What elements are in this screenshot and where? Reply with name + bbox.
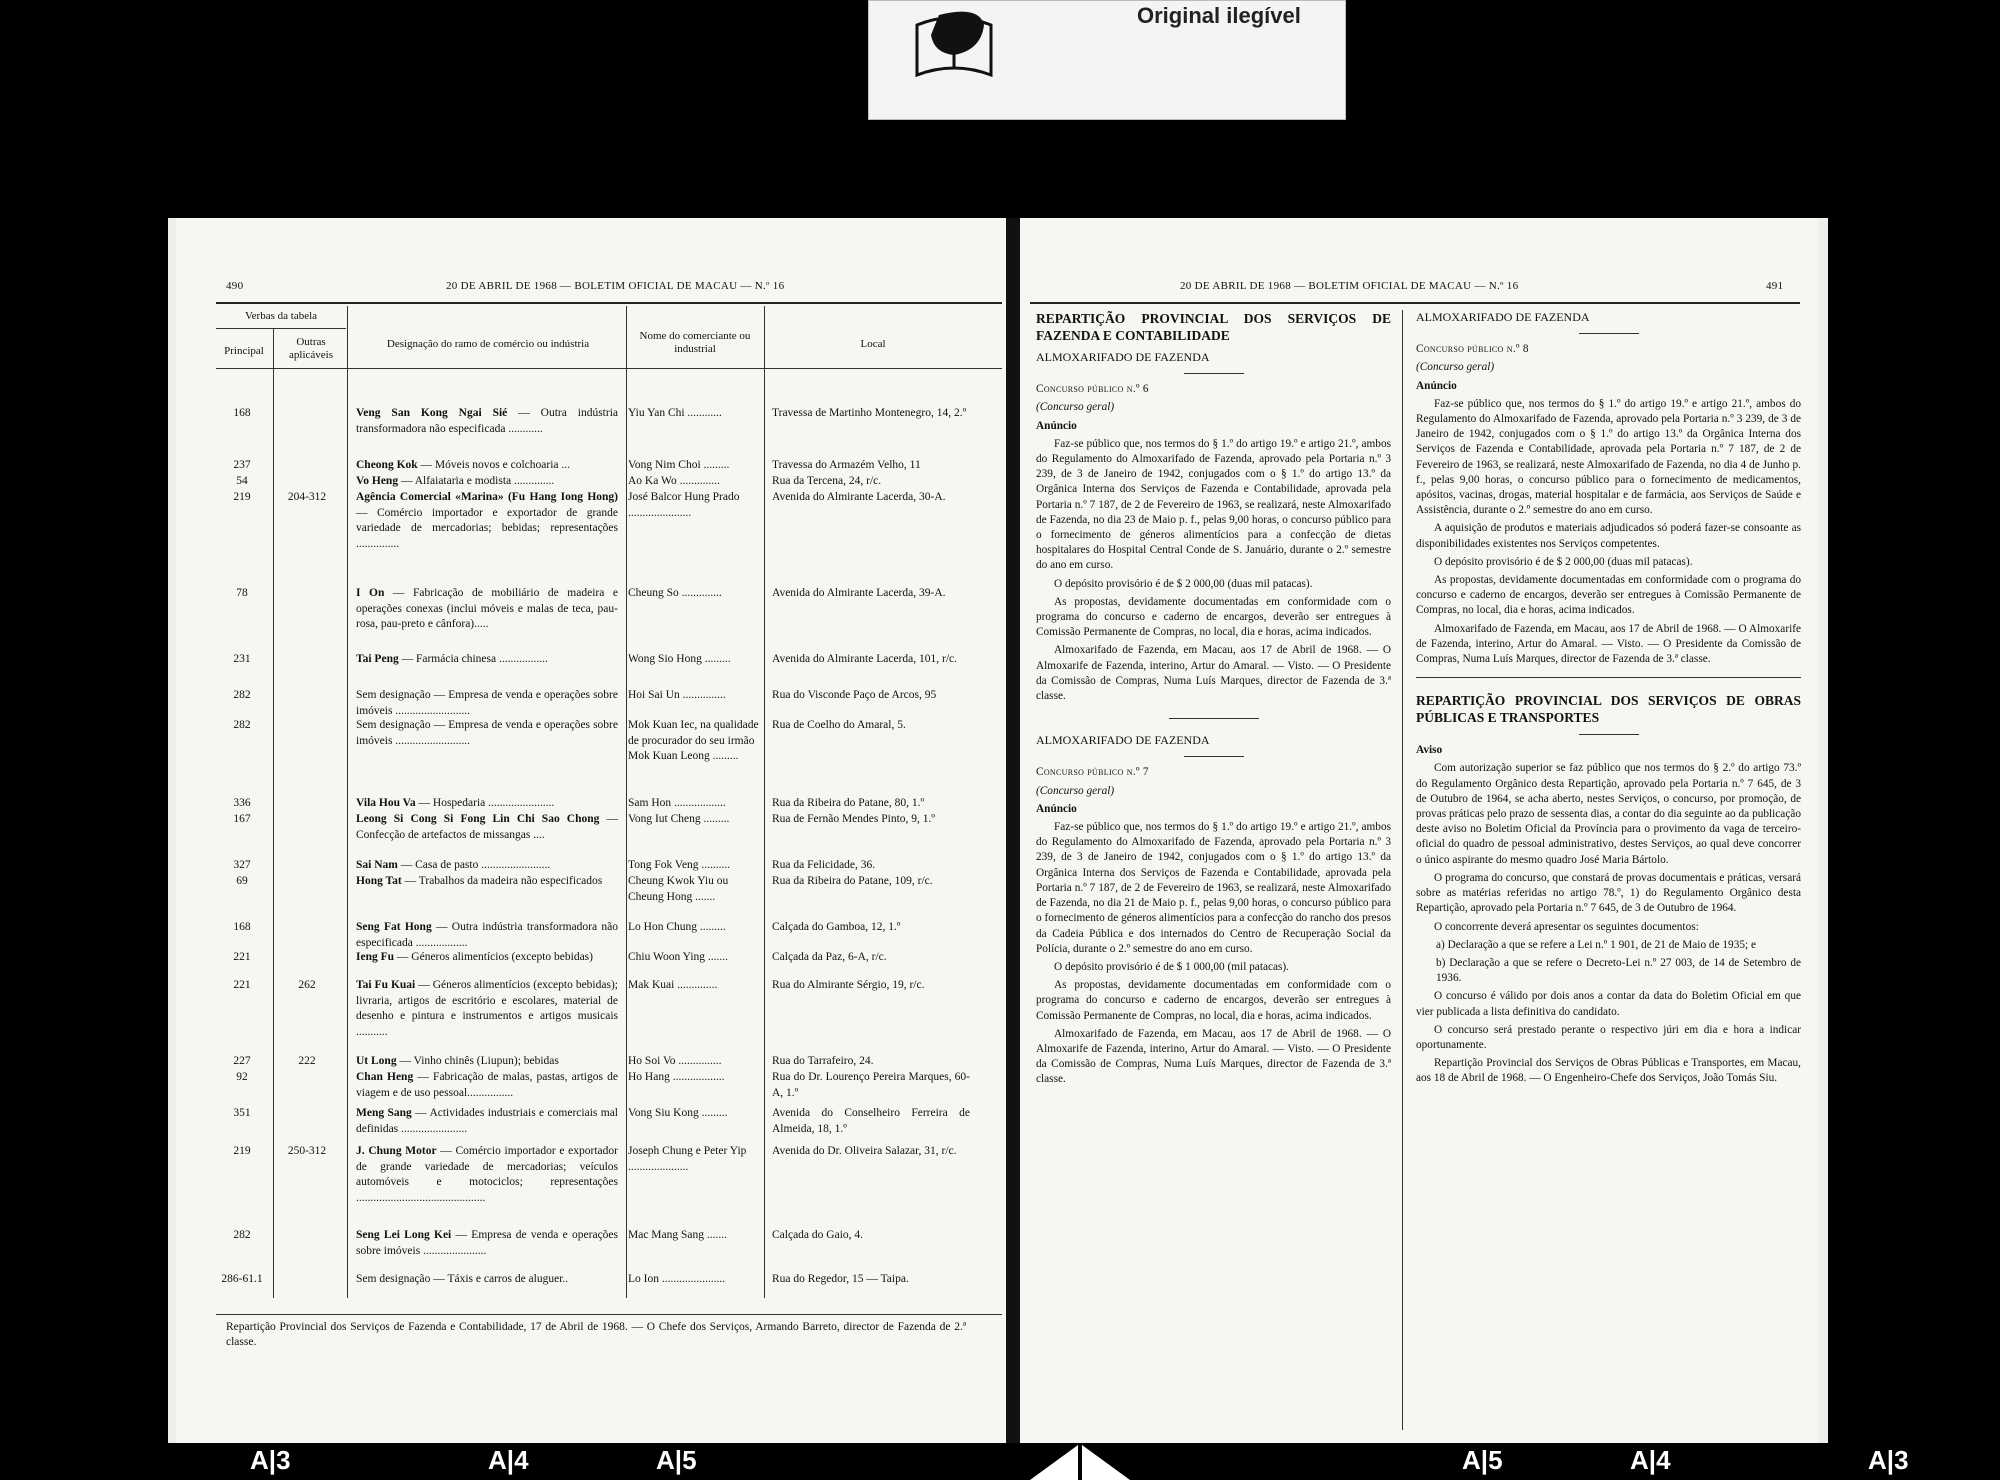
frame-mark: A|5 <box>1462 1445 1503 1475</box>
designation-cell <box>356 586 618 633</box>
owner-name: Vong Nim Choi ......... <box>628 459 730 471</box>
location: Avenida do Almirante Lacerda, 101, r/c. <box>772 653 957 665</box>
right-column-1 <box>1036 310 1391 1091</box>
designation-cell <box>356 490 618 552</box>
header-divider <box>216 328 346 329</box>
verba-principal: 237 <box>233 459 251 471</box>
location: Rua do Tarrafeiro, 24. <box>772 1055 874 1067</box>
business-activity: — Trabalhos da madeira não especificados <box>401 875 603 887</box>
designation-cell <box>356 796 618 812</box>
designation-cell <box>356 406 618 437</box>
stamp-label: Original ilegível <box>1137 3 1301 28</box>
location: Rua do Regedor, 15 — Taipa. <box>772 1273 909 1285</box>
location: Rua do Almirante Sérgio, 19, r/c. <box>772 979 925 991</box>
header-principal: Principal <box>224 345 264 357</box>
business-activity: — Outra indústria transformadora não especificada .................. <box>356 921 619 949</box>
frame-mark: A|5 <box>656 1445 697 1475</box>
aviso-title: Aviso <box>1416 744 1443 757</box>
verba-principal: 231 <box>233 653 251 665</box>
designation-cell <box>356 874 618 890</box>
location: Rua da Felicidade, 36. <box>772 859 876 871</box>
business-activity: Sem designação — Empresa de venda e operações sobre imóveis .......................... <box>356 689 618 717</box>
business-activity: — Géneros alimentícios (excepto bebidas); livraria, artigos de escritório e escolares, material de desenho e pintura e instrumentos e artigos musicais ........... <box>356 979 618 1038</box>
right-page <box>1020 218 1818 1443</box>
aviso-documents: O concorrente deverá apresentar os seguintes documentos: <box>1434 920 1699 933</box>
owner-name: Mok Kuan Iec, na qualidade de procurador do seu irmão Mok Kuan Leong ......... <box>628 719 759 762</box>
owner-name: Joseph Chung e Peter Yip ..................... <box>628 1145 747 1173</box>
owner-name: Mac Mang Sang ....... <box>628 1229 728 1241</box>
location: Rua do Dr. Lourenço Pereira Marques, 60-A, 1.º <box>772 1071 970 1099</box>
verba-principal: 351 <box>233 1107 251 1119</box>
concurso-7-title: Concurso público n.º 7 <box>1036 766 1149 779</box>
business-name: J. Chung Motor <box>356 1145 437 1157</box>
verba-principal: 219 <box>233 491 251 503</box>
verba-principal: 221 <box>233 951 251 963</box>
concurso-6-text: Faz-se público que, nos termos do § 1.º do artigo 19.º e artigo 21.º, ambos do Regulamento do Almoxarifado de Fazenda, aprovado pela Portaria n.º 3 239, de 3 de Janeiro de 1942, conjugados com o § 1.º do artigo 13.º da Orgânica Interna dos Serviços de Fazenda e Contabilidade, aprovada pela Portaria n.º 7 187, de 2 de Fevereiro de 1963, se realizará, neste Almoxarifado de Fazenda, no dia 23 de Maio p. f., pelas 9,00 horas, o concurso público para o fornecimento de géneros alimentícios para a confecção de dietas hospitalares do Hospital Central Conde de S. Januário, durante o 2.º semestre do ano em curso. <box>1036 437 1391 572</box>
designation-cell <box>356 458 618 474</box>
left-page <box>176 218 1006 1443</box>
concurso-8-deposit: O depósito provisório é de $ 2 000,00 (duas mil patacas). <box>1434 555 1693 568</box>
concurso-6-signature: Almoxarifado de Fazenda, em Macau, aos 17 de Abril de 1968. — O Almoxarife de Fazenda, interino, Artur do Amaral. — Visto. — O Presidente da Comissão de Compras, Numa Luís Marques, director de Fazenda de 3.ª classe. <box>1036 644 1391 703</box>
running-head-left: 20 DE ABRIL DE 1968 — BOLETIM OFICIAL DE MACAU — N.º 16 <box>446 280 785 292</box>
concurso-6-type: (Concurso geral) <box>1036 401 1115 414</box>
aviso-item-a: a) Declaração a que se refere a Lei n.º 1 901, de 21 de Maio de 1935; e <box>1436 938 1756 951</box>
business-activity: — Outra indústria transformadora não especificada ............ <box>356 407 619 435</box>
verba-principal: 168 <box>233 921 251 933</box>
owner-name: Lo Hon Chung ......... <box>628 921 726 933</box>
owner-name: Wong Sio Hong ......... <box>628 653 731 665</box>
concurso-7-signature: Almoxarifado de Fazenda, em Macau, aos 17 de Abril de 1968. — O Almoxarife de Fazenda, interino, Artur do Amaral. — Visto. — O Presidente da Comissão de Compras, Numa Luís Marques, director de Fazenda de 3.ª classe. <box>1036 1027 1391 1086</box>
business-name: Chan Heng <box>356 1071 414 1083</box>
location: Avenida do Dr. Oliveira Salazar, 31, r/c. <box>772 1145 957 1157</box>
verba-principal: 282 <box>233 689 251 701</box>
verba-principal: 282 <box>233 1229 251 1241</box>
business-activity: — Vinho chinês (Liupun); bebidas <box>396 1055 559 1067</box>
frame-mark: A|4 <box>488 1445 529 1475</box>
owner-name: Hoi Sai Un ............... <box>628 689 726 701</box>
verba-principal: 336 <box>233 797 251 809</box>
owner-name: Yiu Yan Chi ............ <box>628 407 722 419</box>
business-name: Cheong Kok <box>356 459 418 471</box>
header-local: Local <box>860 338 886 350</box>
frame-mark: A|4 <box>1630 1445 1671 1475</box>
subsection-title: ALMOXARIFADO DE FAZENDA <box>1036 350 1210 364</box>
verba-principal: 167 <box>233 813 251 825</box>
location: Rua da Ribeira do Patane, 80, 1.º <box>772 797 925 809</box>
location: Calçada da Paz, 6-A, r/c. <box>772 951 887 963</box>
header-outras: Outras aplicáveis <box>289 336 333 361</box>
designation-cell <box>356 1272 618 1288</box>
business-name: Seng Fat Hong <box>356 921 432 933</box>
business-activity: — Casa de pasto ........................ <box>397 859 551 871</box>
owner-name: José Balcor Hung Prado ...................... <box>628 491 740 519</box>
running-head-right: 20 DE ABRIL DE 1968 — BOLETIM OFICIAL DE MACAU — N.º 16 <box>1180 280 1519 292</box>
business-activity: — Comércio importador e exportador de grande variedade de mercadorias; veículos automóveis e motociclos; representações ............................................. <box>356 1145 618 1204</box>
business-name: Ieng Fu <box>356 951 395 963</box>
verba-outras: 250-312 <box>287 1145 327 1157</box>
concurso-8-acquisition: A aquisição de produtos e materiais adjudicados só poderá fazer-se consoante as disponibilidades existentes nos Serviços competentes. <box>1416 522 1801 550</box>
designation-cell <box>356 718 618 749</box>
concurso-7-text: Faz-se público que, nos termos do § 1.º do artigo 19.º e artigo 21.º, ambos do Regulamento do Almoxarifado de Fazenda, aprovado pela Portaria n.º 3 239, de 3 de Janeiro de 1942, conjugados com o § 1.º do artigo 13.º da Orgânica Interna dos Serviços de Fazenda e Contabilidade, aprovada pela Portaria n.º 7 187, de 2 de Fevereiro de 1963, se realizará, neste Almoxarifado de Fazenda, no dia 21 de Maio p. f., pelas 9,00 horas, o concurso público para o fornecimento de géneros alimentícios para a confecção do rancho dos presos da Cadeia Pública e dos internados do Centro de Recuperação Social da Polícia, durante o 2.º semestre do ano em curso. <box>1036 821 1391 955</box>
concurso-7-proposals: As propostas, devidamente documentadas em conformidade com o programa do concurso e caderno de encargos, deverão ser entregues à Comissão Permanente de Compras, no local, dia e horas, acima indicados. <box>1036 979 1391 1022</box>
designation-cell <box>356 1070 618 1101</box>
location: Calçada do Gamboa, 12, 1.º <box>772 921 901 933</box>
business-name: Veng San Kong Ngai Sié <box>356 407 508 419</box>
designation-cell <box>356 858 618 874</box>
location: Rua de Fernão Mendes Pinto, 9, 1.º <box>772 813 935 825</box>
business-name: Seng Lei Long Kei <box>356 1229 452 1241</box>
aviso-program: O programa do concurso, que constará de provas documentais e práticas, versará sobre as matérias referidas no artigo 78.º, 1) do Regulamento Orgânico desta Repartição, aprovado pela Portaria n.º 7 645, de 3 de Outubro de 1964. <box>1416 871 1801 915</box>
page-number-right: 491 <box>1766 280 1784 292</box>
designation-cell <box>356 1228 618 1259</box>
location: Rua da Ribeira do Patane, 109, r/c. <box>772 875 933 887</box>
verba-principal: 69 <box>236 875 248 887</box>
business-activity: — Farmácia chinesa ................. <box>398 653 548 665</box>
owner-name: Cheung So .............. <box>628 587 722 599</box>
concurso-8-anuncio: Anúncio <box>1416 379 1457 392</box>
illegible-original-stamp <box>868 0 1346 120</box>
business-activity: — Actividades industriais e comerciais mal definidas ....................... <box>356 1107 618 1135</box>
col-divider <box>626 306 627 1298</box>
right-column-2 <box>1416 310 1801 1090</box>
verba-principal: 327 <box>233 859 251 871</box>
concurso-6-anuncio: Anúncio <box>1036 419 1077 432</box>
business-name: Meng Sang <box>356 1107 412 1119</box>
business-name: Leong Si Cong Si Fong Lin Chi Sao Chong <box>356 813 600 825</box>
col-divider <box>347 306 348 1298</box>
section-heading-obras: REPARTIÇÃO PROVINCIAL DOS SERVIÇOS DE OBRAS PÚBLICAS E TRANSPORTES <box>1416 693 1801 726</box>
business-name: Hong Tat <box>356 875 402 887</box>
page-number-left: 490 <box>226 280 244 292</box>
business-name: Tai Peng <box>356 653 399 665</box>
frame-mark: A|3 <box>1868 1445 1909 1475</box>
aviso-validity: O concurso é válido por dois anos a contar da data do Boletim Oficial em que vier publicada a lista definitiva do candidato. <box>1416 990 1801 1018</box>
business-name: Tai Fu Kuai <box>356 979 416 991</box>
verba-principal: 286-61.1 <box>221 1273 263 1285</box>
col-divider <box>764 306 765 1298</box>
concurso-6-deposit: O depósito provisório é de $ 2 000,00 (duas mil patacas). <box>1054 577 1313 590</box>
designation-cell <box>356 950 618 966</box>
designation-cell <box>356 652 618 668</box>
business-activity: — Fabricação de malas, pastas, artigos de viagem e de uso pessoal................ <box>356 1071 618 1099</box>
concurso-7-type: (Concurso geral) <box>1036 784 1115 797</box>
aviso-signature: Repartição Provincial dos Serviços de Obras Públicas e Transportes, em Macau, aos 18 de Abril de 1968. — O Engenheiro-Chefe dos Serviços, João Tomás Siu. <box>1416 1057 1801 1085</box>
owner-name: Ho Soi Vo ............... <box>628 1055 722 1067</box>
owner-name: Ho Hang .................. <box>628 1071 725 1083</box>
book-logo-icon <box>909 5 999 85</box>
owner-name: Lo Ion ...................... <box>628 1273 726 1285</box>
top-rule <box>1030 302 1800 304</box>
designation-cell <box>356 920 618 951</box>
location: Rua da Tercena, 24, r/c. <box>772 475 882 487</box>
concurso-8-title: Concurso público n.º 8 <box>1416 343 1529 356</box>
header-bottom-rule <box>216 368 1002 369</box>
registration-arrows-icon <box>1030 1445 1130 1480</box>
location: Rua de Coelho do Amaral, 5. <box>772 719 906 731</box>
business-name: Vo Heng <box>356 475 399 487</box>
location: Travessa do Armazém Velho, 11 <box>772 459 921 471</box>
verba-principal: 168 <box>233 407 251 419</box>
location: Avenida do Almirante Lacerda, 39-A. <box>772 587 946 599</box>
concurso-6-title: Concurso público n.º 6 <box>1036 383 1149 396</box>
owner-name: Ao Ka Wo .............. <box>628 475 720 487</box>
top-rule <box>216 302 1002 304</box>
owner-name: Vong Siu Kong ......... <box>628 1107 728 1119</box>
verba-principal: 221 <box>233 979 251 991</box>
concurso-8-text: Faz-se público que, nos termos do § 1.º do artigo 19.º e artigo 21.º, ambos do Regulamento do Almoxarifado de Fazenda, aprovado pela Portaria n.º 3 239, de 3 de Janeiro de 1942, conjugados com o § 1.º do artigo 13.º da Orgânica Interna dos Serviços de Fazenda e Contabilidade, aprovada pela Portaria n.º 7 187, de 2 de Fevereiro de 1963, se realizará, neste Almoxarifado de Fazenda, no dia 4 de Junho p. f., pelas 9,00 horas, o concurso público para o fornecimento de medicamentos, apósitos, vacinas, drogas, material hospitalar e de farmácia, aos Serviços de Saúde e Assistência, durante o 2.º semestre do ano em curso. <box>1416 397 1801 517</box>
concurso-7-anuncio: Anúncio <box>1036 802 1077 815</box>
business-activity: — Géneros alimentícios (excepto bebidas) <box>394 951 593 963</box>
designation-cell <box>356 1054 618 1070</box>
verba-principal: 78 <box>236 587 248 599</box>
designation-cell <box>356 1106 618 1137</box>
location: Rua do Visconde Paço de Arcos, 95 <box>772 689 937 701</box>
business-name: Sai Nam <box>356 859 398 871</box>
left-footer-signature: Repartição Provincial dos Serviços de Fazenda e Contabilidade, 17 de Abril de 1968. — O Chefe dos Serviços, Armando Barreto, director de Fazenda de 2.ª classe. <box>226 1321 966 1348</box>
header-verbas: Verbas da tabela <box>244 310 318 322</box>
subsection-title: ALMOXARIFADO DE FAZENDA <box>1416 310 1590 324</box>
business-activity: Sem designação — Táxis e carros de aluguer.. <box>356 1273 569 1285</box>
business-name: Agência Comercial «Marina» (Fu Hang Iong Hong) <box>356 491 618 503</box>
verba-principal: 54 <box>236 475 248 487</box>
owner-name: Cheung Kwok Yiu ou Cheung Hong ....... <box>628 875 729 903</box>
column-separator <box>1402 310 1403 1430</box>
owner-name: Chiu Woon Ying ....... <box>628 951 729 963</box>
header-designacao: Designação do ramo de comércio ou indústria <box>386 338 590 350</box>
designation-cell <box>356 474 618 490</box>
verba-outras: 222 <box>298 1055 316 1067</box>
designation-cell <box>356 978 618 1040</box>
business-activity: — Fabricação de mobiliário de madeira e operações conexas (inclui móveis e malas de teca, pau-rosa, pau-preto e cânfora)..... <box>356 587 618 630</box>
business-activity: — Alfaiataria e modista .............. <box>398 475 555 487</box>
designation-cell <box>356 1144 618 1206</box>
subsection-title: ALMOXARIFADO DE FAZENDA <box>1036 733 1210 748</box>
table-bottom-rule <box>216 1314 1002 1315</box>
designation-cell <box>356 812 618 843</box>
verba-outras: 262 <box>298 979 316 991</box>
frame-mark: A|3 <box>250 1445 291 1475</box>
business-name: Vila Hou Va <box>356 797 416 809</box>
owner-name: Tong Fok Veng .......... <box>628 859 731 871</box>
aviso-jury: O concurso será prestado perante o respectivo júri em dia e hora a indicar oportunamente. <box>1416 1023 1801 1051</box>
location: Calçada do Gaio, 4. <box>772 1229 864 1241</box>
owner-name: Vong Iut Cheng ......... <box>628 813 730 825</box>
verba-principal: 219 <box>233 1145 251 1157</box>
verba-principal: 92 <box>236 1071 248 1083</box>
concurso-6-proposals: As propostas, devidamente documentadas em conformidade com o programa do concurso e caderno de encargos, deverão ser entregues à Comissão Permanente de Compras, no local, dia e horas, acima indicados. <box>1036 595 1391 639</box>
location: Avenida do Almirante Lacerda, 30-A. <box>772 491 946 503</box>
aviso-item-b: b) Declaração a que se refere o Decreto-Lei n.º 27 003, de 14 de Setembro de 1936. <box>1436 956 1801 985</box>
header-nome: Nome do comerciante ou industrial <box>639 330 751 355</box>
business-activity: — Hospedaria ....................... <box>415 797 555 809</box>
microfilm-marks <box>0 1445 2000 1480</box>
section-heading-fazenda: REPARTIÇÃO PROVINCIAL DOS SERVIÇOS DE FAZENDA E CONTABILIDADE <box>1036 311 1391 343</box>
concurso-8-signature: Almoxarifado de Fazenda, em Macau, aos 17 de Abril de 1968. — O Almoxarife de Fazenda, interino, Artur do Amaral. — Visto. — O Presidente da Comissão de Compras, Numa Luís Marques, director de Fazenda de 3.ª classe. <box>1416 622 1801 666</box>
owner-name: Mak Kuai .............. <box>628 979 718 991</box>
book-gutter <box>1006 218 1020 1443</box>
business-activity: — Confecção de artefactos de missangas .... <box>356 813 619 841</box>
designation-cell <box>356 688 618 719</box>
business-activity: — Empresa de venda e operações sobre imóveis ...................... <box>356 1229 618 1257</box>
business-activity: Sem designação — Empresa de venda e operações sobre imóveis .......................... <box>356 719 618 747</box>
concurso-8-proposals: As propostas, devidamente documentadas em conformidade com o programa do concurso e caderno de encargos, deverão ser entregues à Comissão Permanente de Compras, no local, dia e horas, acima indicados. <box>1416 574 1801 617</box>
business-activity: — Comércio importador e exportador de grande variedade de mercadorias; bebidas; representações ............... <box>356 506 618 550</box>
owner-name: Sam Hon .................. <box>628 797 726 809</box>
business-name: I On <box>356 587 385 599</box>
open-bulletin <box>168 218 1828 1443</box>
business-name: Ut Long <box>356 1055 397 1067</box>
concurso-7-deposit: O depósito provisório é de $ 1 000,00 (mil patacas). <box>1054 960 1289 973</box>
aviso-text: Com autorização superior se faz público que nos termos do § 2.º do artigo 73.º do Regulamento Orgânico desta Repartição, aprovado pela Portaria n.º 7 645, de 3 de Outubro de 1964, se acha aberto, nestes Serviços, o concurso, por promoção, de provas práticas pelo prazo de sessenta dias, a contar do dia seguinte ao da publicação deste aviso no Boletim Oficial da Província para o provimento da vaga de terceiro-oficial do quadro de pessoal administrativo, destes Serviços, ao qual deve concorrer o único aspirante do mesmo quadro José Maria Bártolo. <box>1416 762 1801 866</box>
business-activity: — Móveis novos e colchoaria ... <box>417 459 571 471</box>
location: Avenida do Conselheiro Ferreira de Almeida, 18, 1.º <box>772 1107 970 1135</box>
verba-principal: 282 <box>233 719 251 731</box>
concurso-8-type: (Concurso geral) <box>1416 361 1495 374</box>
location: Travessa de Martinho Montenegro, 14, 2.º <box>772 407 967 419</box>
verba-outras: 204-312 <box>287 491 327 503</box>
verba-principal: 227 <box>233 1055 251 1067</box>
